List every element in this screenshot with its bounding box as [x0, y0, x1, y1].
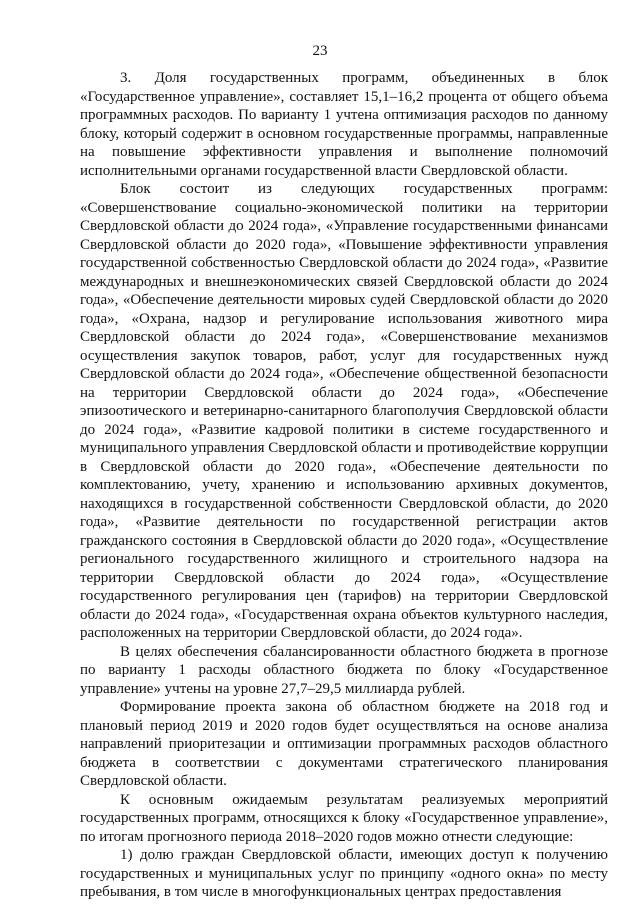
- document-body: [80, 69, 608, 902]
- paragraph-result-item-1: 1) долю граждан Свердловской области, имеющих доступ к получению государственных и муниципальных услуг по принципу «одного окна» по месту пребывания, в том числе в многофункциональных центрах предоставления: [80, 847, 608, 900]
- paragraph-law-draft-formation: Формирование проекта закона об областном бюджете на 2018 год и плановый период 2019 и 2020 годов будет осуществляться на основе анализа направлений приоритезации и оптимизации программных расходов областного бюджета в соответствии с документами стратегического планирования Свердловской области.: [80, 699, 608, 789]
- paragraph-expected-results: К основным ожидаемым результатам реализуемых мероприятий государственных программ, относящихся к блоку «Государственное управление», по итогам прогнозного периода 2018–2020 годов можно отнести следующие:: [80, 791, 608, 845]
- paragraph-block-programs-list: Блок состоит из следующих государственных программ: «Совершенствование социально-экономической политики на территории Свердловской области до 2024 года», «Управление государственными финансами Свердловской области до 2020 года», «Повышение эффективности управления государственной собственностью Свердловской области до 2024 года», «Развитие международных и внешнеэкономических связей Свердловской области до 2024 года», «Обеспечение деятельности мировых судей Свердловской области до 2020 года», «Охрана, надзор и регулирование использования животного мира Свердловской области до 2024 года», «Совершенствование механизмов осуществления закупок товаров, работ, услуг для государственных нужд Свердловской области до 2024 года», «Обеспечение общественной безопасности на территории Свердловской области до 2024 года», «Обеспечение эпизоотического и ветеринарно-санитарного благополучия Свердловской области до 2024 года», «Развитие кадровой политики в системе государственного и муниципального управления Свердловской области и противодействие коррупции в Свердловской области до 2020 года», «Обеспечение деятельности по комплектованию, учету, хранению и использованию архивных документов, находящихся в государственной собственности Свердловской области, до 2020 года», «Развитие деятельности по государственной регистрации актов гражданского состояния в Свердловской области до 2020 года», «Осуществление регионального государственного жилищного и строительного надзора на территории Свердловской области до 2024 года», «Осуществление государственного регулирования цен (тарифов) на территории Свердловской области до 2024 года», «Государственная охрана объектов культурного наследия, расположенных на территории Свердловской области, до 2024 года».: [80, 181, 608, 641]
- paragraph-program-share: 3. Доля государственных программ, объединенных в блок «Государственное управление», составляет 15,1–16,2 процента от общего объема программных расходов. По варианту 1 учтена оптимизация расходов по данному блоку, который содержит в основном государственные программы, направленные на повышение эффективности управления и выполнение полномочий исполнительными органами государственной власти Свердловской области.: [80, 70, 608, 179]
- page-number: 23: [312, 43, 328, 59]
- paragraph-budget-balance: В целях обеспечения сбалансированности областного бюджета в прогнозе по варианту 1 расходы областного бюджета по блоку «Государственное управление» учтены на уровне 27,7–29,5 миллиарда рублей.: [80, 643, 608, 697]
